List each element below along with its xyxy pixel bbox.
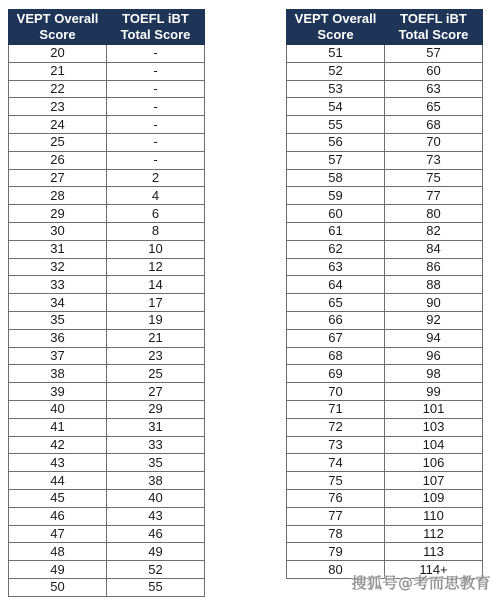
table-row	[9, 472, 205, 490]
table-row	[287, 418, 483, 436]
toefl-score-cell: 63	[385, 80, 483, 98]
vept-score-cell: 30	[9, 222, 107, 240]
vept-score-cell: 34	[9, 294, 107, 312]
toefl-score-cell: 103	[385, 418, 483, 436]
table-row	[287, 62, 483, 80]
vept-score-cell: 80	[287, 561, 385, 579]
toefl-score-cell: 98	[385, 365, 483, 383]
table-row	[287, 294, 483, 312]
table-row	[287, 151, 483, 169]
table-row	[287, 187, 483, 205]
vept-score-cell: 39	[9, 383, 107, 401]
toefl-score-cell: 40	[107, 489, 205, 507]
table-row	[9, 187, 205, 205]
toefl-score-cell: 68	[385, 116, 483, 134]
toefl-score-cell: 65	[385, 98, 483, 116]
toefl-score-cell: 96	[385, 347, 483, 365]
vept-score-cell: 29	[9, 205, 107, 223]
vept-score-cell: 49	[9, 561, 107, 579]
toefl-score-cell: 114+	[385, 561, 483, 579]
toefl-score-cell: 52	[107, 561, 205, 579]
toefl-score-cell: 14	[107, 276, 205, 294]
toefl-score-cell: -	[107, 116, 205, 134]
vept-score-cell: 50	[9, 578, 107, 596]
table-row	[287, 472, 483, 490]
table-row	[9, 62, 205, 80]
table-row	[287, 400, 483, 418]
toefl-score-cell: 29	[107, 400, 205, 418]
vept-score-cell: 21	[9, 62, 107, 80]
toefl-score-cell: 38	[107, 472, 205, 490]
toefl-score-cell: 19	[107, 311, 205, 329]
vept-column-header: VEPT Overall Score	[9, 10, 107, 45]
toefl-score-cell: 106	[385, 454, 483, 472]
table-row	[9, 347, 205, 365]
toefl-score-cell: 6	[107, 205, 205, 223]
toefl-score-cell: 25	[107, 365, 205, 383]
score-table-left	[8, 9, 205, 597]
toefl-score-cell: 12	[107, 258, 205, 276]
table-row	[287, 329, 483, 347]
table-row	[287, 133, 483, 151]
vept-score-cell: 64	[287, 276, 385, 294]
toefl-score-cell: 88	[385, 276, 483, 294]
toefl-score-cell: 113	[385, 543, 483, 561]
toefl-score-cell: 77	[385, 187, 483, 205]
table-row	[287, 347, 483, 365]
vept-score-cell: 66	[287, 311, 385, 329]
toefl-score-cell: 46	[107, 525, 205, 543]
vept-score-cell: 45	[9, 489, 107, 507]
vept-score-cell: 69	[287, 365, 385, 383]
toefl-score-cell: 23	[107, 347, 205, 365]
table-row	[287, 80, 483, 98]
toefl-score-cell: 94	[385, 329, 483, 347]
vept-score-cell: 46	[9, 507, 107, 525]
toefl-column-header: TOEFL iBT Total Score	[385, 10, 483, 45]
vept-score-cell: 55	[287, 116, 385, 134]
toefl-score-cell: 31	[107, 418, 205, 436]
table-row	[9, 133, 205, 151]
toefl-score-cell: 99	[385, 383, 483, 401]
toefl-score-cell: 109	[385, 489, 483, 507]
table-header-row	[287, 10, 483, 45]
toefl-score-cell: 86	[385, 258, 483, 276]
table-row	[9, 400, 205, 418]
vept-score-cell: 58	[287, 169, 385, 187]
table-row	[9, 45, 205, 63]
vept-score-cell: 73	[287, 436, 385, 454]
vept-score-cell: 60	[287, 205, 385, 223]
vept-column-header: VEPT Overall Score	[287, 10, 385, 45]
table-row	[287, 98, 483, 116]
table-row	[287, 365, 483, 383]
vept-score-cell: 67	[287, 329, 385, 347]
vept-score-cell: 37	[9, 347, 107, 365]
table-row	[9, 169, 205, 187]
vept-score-cell: 27	[9, 169, 107, 187]
toefl-score-cell: 43	[107, 507, 205, 525]
table-row	[9, 80, 205, 98]
toefl-score-cell: 110	[385, 507, 483, 525]
toefl-column-header: TOEFL iBT Total Score	[107, 10, 205, 45]
table-row	[9, 116, 205, 134]
vept-score-cell: 52	[287, 62, 385, 80]
table-row	[9, 240, 205, 258]
vept-score-cell: 65	[287, 294, 385, 312]
vept-score-cell: 20	[9, 45, 107, 63]
toefl-score-cell: 49	[107, 543, 205, 561]
vept-score-cell: 62	[287, 240, 385, 258]
vept-score-cell: 57	[287, 151, 385, 169]
table-row	[287, 383, 483, 401]
vept-score-cell: 79	[287, 543, 385, 561]
table-row	[9, 418, 205, 436]
table-row	[287, 45, 483, 63]
vept-score-cell: 41	[9, 418, 107, 436]
toefl-score-cell: -	[107, 98, 205, 116]
table-row	[9, 294, 205, 312]
watermark-text: 搜狐号@考而思教育	[351, 574, 491, 592]
vept-score-cell: 75	[287, 472, 385, 490]
vept-score-cell: 26	[9, 151, 107, 169]
vept-score-cell: 24	[9, 116, 107, 134]
vept-score-cell: 43	[9, 454, 107, 472]
vept-score-cell: 23	[9, 98, 107, 116]
table-row	[287, 116, 483, 134]
table-row	[9, 311, 205, 329]
table-row	[9, 543, 205, 561]
table-row	[9, 578, 205, 596]
table-row	[287, 205, 483, 223]
toefl-score-cell: -	[107, 45, 205, 63]
toefl-score-cell: 21	[107, 329, 205, 347]
toefl-score-cell: 8	[107, 222, 205, 240]
toefl-score-cell: 60	[385, 62, 483, 80]
score-table-right	[286, 9, 483, 579]
table-row	[287, 507, 483, 525]
vept-score-cell: 44	[9, 472, 107, 490]
vept-score-cell: 78	[287, 525, 385, 543]
toefl-score-cell: 92	[385, 311, 483, 329]
toefl-score-cell: 33	[107, 436, 205, 454]
vept-score-cell: 71	[287, 400, 385, 418]
toefl-score-cell: 90	[385, 294, 483, 312]
vept-score-cell: 35	[9, 311, 107, 329]
table-row	[287, 276, 483, 294]
vept-score-cell: 25	[9, 133, 107, 151]
vept-score-cell: 47	[9, 525, 107, 543]
toefl-score-cell: 55	[107, 578, 205, 596]
vept-score-cell: 63	[287, 258, 385, 276]
table-row	[287, 454, 483, 472]
vept-score-cell: 77	[287, 507, 385, 525]
table-row	[287, 543, 483, 561]
table-row	[287, 169, 483, 187]
table-row	[9, 436, 205, 454]
vept-score-cell: 32	[9, 258, 107, 276]
toefl-score-cell: 57	[385, 45, 483, 63]
toefl-score-cell: 107	[385, 472, 483, 490]
vept-score-cell: 48	[9, 543, 107, 561]
toefl-score-cell: 70	[385, 133, 483, 151]
table-row	[9, 383, 205, 401]
vept-score-cell: 38	[9, 365, 107, 383]
table-row	[9, 222, 205, 240]
vept-score-cell: 68	[287, 347, 385, 365]
toefl-score-cell: 27	[107, 383, 205, 401]
table-row	[9, 454, 205, 472]
toefl-score-cell: 104	[385, 436, 483, 454]
toefl-score-cell: 80	[385, 205, 483, 223]
toefl-score-cell: 112	[385, 525, 483, 543]
table-row	[287, 258, 483, 276]
vept-score-cell: 72	[287, 418, 385, 436]
toefl-score-cell: -	[107, 80, 205, 98]
vept-score-cell: 76	[287, 489, 385, 507]
vept-score-cell: 53	[287, 80, 385, 98]
toefl-score-cell: -	[107, 133, 205, 151]
vept-score-cell: 28	[9, 187, 107, 205]
vept-score-cell: 54	[287, 98, 385, 116]
vept-score-cell: 22	[9, 80, 107, 98]
vept-score-cell: 61	[287, 222, 385, 240]
table-row	[9, 276, 205, 294]
table-row	[287, 489, 483, 507]
table-row	[9, 258, 205, 276]
table-row	[287, 311, 483, 329]
toefl-score-cell: 35	[107, 454, 205, 472]
vept-score-cell: 56	[287, 133, 385, 151]
vept-score-cell: 31	[9, 240, 107, 258]
toefl-score-cell: -	[107, 62, 205, 80]
table-row	[9, 561, 205, 579]
table-row	[9, 151, 205, 169]
vept-score-cell: 40	[9, 400, 107, 418]
toefl-score-cell: 4	[107, 187, 205, 205]
table-row	[9, 365, 205, 383]
toefl-score-cell: -	[107, 151, 205, 169]
toefl-score-cell: 10	[107, 240, 205, 258]
toefl-score-cell: 2	[107, 169, 205, 187]
vept-score-cell: 33	[9, 276, 107, 294]
vept-score-cell: 70	[287, 383, 385, 401]
toefl-score-cell: 73	[385, 151, 483, 169]
vept-score-cell: 59	[287, 187, 385, 205]
vept-score-cell: 51	[287, 45, 385, 63]
vept-score-cell: 42	[9, 436, 107, 454]
table-row	[287, 222, 483, 240]
table-header-row	[9, 10, 205, 45]
table-row	[9, 329, 205, 347]
table-row	[9, 98, 205, 116]
vept-score-cell: 36	[9, 329, 107, 347]
table-row	[9, 525, 205, 543]
toefl-score-cell: 75	[385, 169, 483, 187]
table-row	[9, 507, 205, 525]
table-row	[287, 525, 483, 543]
table-body-left	[9, 45, 205, 597]
toefl-score-cell: 101	[385, 400, 483, 418]
toefl-score-cell: 82	[385, 222, 483, 240]
table-row	[287, 240, 483, 258]
table-body-right	[287, 45, 483, 579]
toefl-score-cell: 17	[107, 294, 205, 312]
toefl-score-cell: 84	[385, 240, 483, 258]
table-row	[287, 436, 483, 454]
table-row	[9, 489, 205, 507]
table-row	[9, 205, 205, 223]
vept-score-cell: 74	[287, 454, 385, 472]
